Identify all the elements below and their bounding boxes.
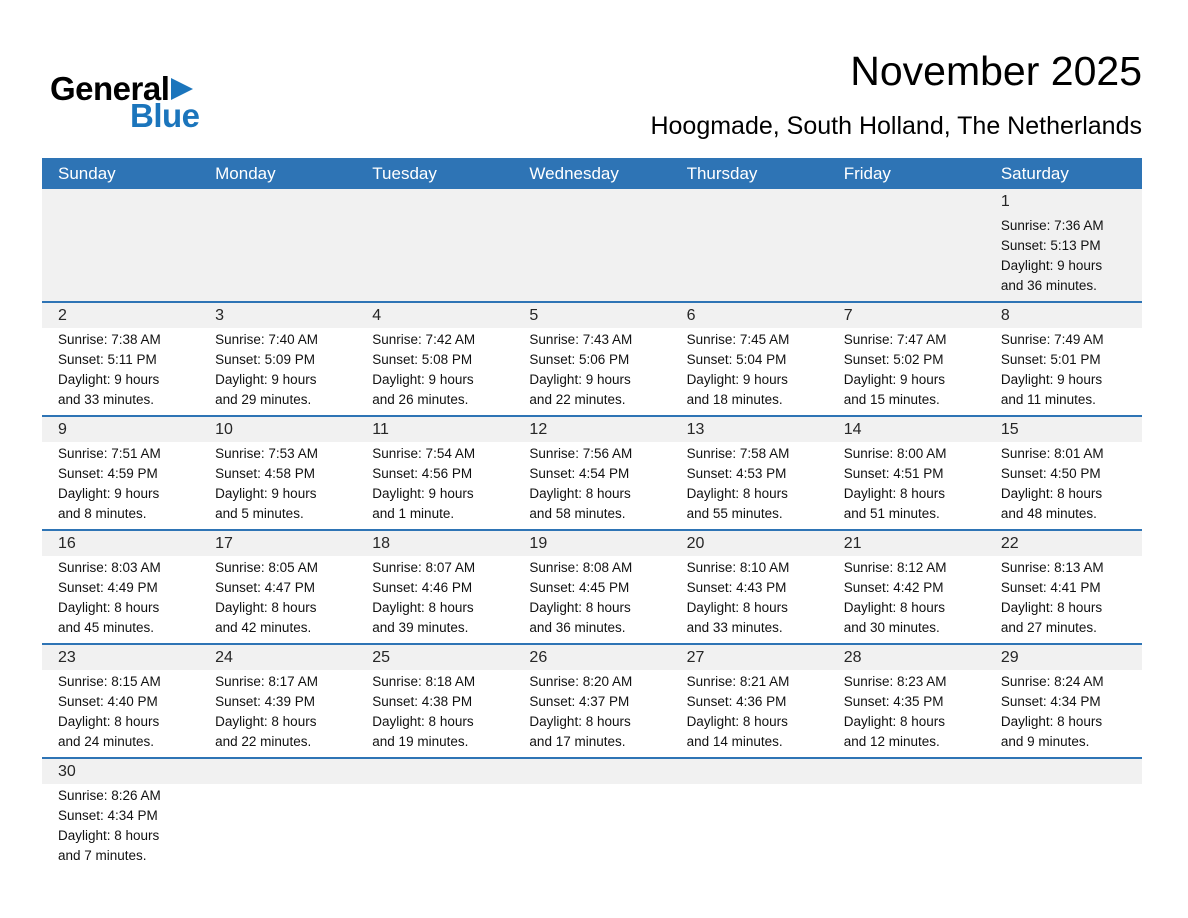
empty-cell (828, 189, 985, 301)
empty-cell (513, 759, 670, 871)
day-details (828, 556, 985, 643)
day-cell-17 (199, 531, 356, 643)
empty-number-band (513, 759, 670, 784)
day-details (42, 670, 199, 757)
sunrise-text: Sunrise: 8:15 AM (58, 674, 161, 689)
sunset-text: Sunset: 4:42 PM (843, 580, 944, 595)
daylight-text-cont: and 39 minutes. (372, 620, 469, 635)
day-details (199, 556, 356, 643)
empty-cell (356, 189, 513, 301)
day-number: 8 (985, 303, 1142, 328)
daylight-text: Daylight: 8 hours (529, 600, 631, 615)
sunset-text: Sunset: 4:47 PM (215, 580, 315, 595)
sunrise-text: Sunrise: 8:07 AM (372, 560, 476, 575)
sunset-text: Sunset: 4:56 PM (372, 466, 473, 481)
day-number: 23 (42, 645, 199, 670)
day-cell-5 (513, 303, 670, 415)
daylight-text-cont: and 45 minutes. (58, 620, 155, 635)
sunrise-text: Sunrise: 7:45 AM (686, 332, 790, 347)
empty-cell (356, 759, 513, 871)
sunrise-text: Sunrise: 8:24 AM (1000, 674, 1104, 689)
sunset-text: Sunset: 5:04 PM (686, 352, 787, 367)
daylight-text: Daylight: 9 hours (372, 372, 474, 387)
daylight-text-cont: and 15 minutes. (843, 392, 940, 407)
logo-text-general: General (50, 70, 170, 107)
day-cell-9 (42, 417, 199, 529)
daylight-text-cont: and 51 minutes. (843, 506, 940, 521)
day-cell-13 (671, 417, 828, 529)
day-number: 6 (671, 303, 828, 328)
sunrise-text: Sunrise: 8:13 AM (1000, 560, 1104, 575)
sunset-text: Sunset: 4:36 PM (686, 694, 787, 709)
day-details (199, 442, 356, 529)
day-details (828, 442, 985, 529)
sunset-text: Sunset: 4:40 PM (58, 694, 158, 709)
day-cell-20 (671, 531, 828, 643)
week-row-3 (42, 415, 1142, 529)
page-title: November 2025 (850, 48, 1142, 94)
sunrise-text: Sunrise: 8:05 AM (215, 560, 318, 575)
day-details (42, 328, 199, 415)
sunset-text: Sunset: 4:53 PM (686, 466, 787, 481)
empty-number-band (356, 759, 513, 784)
sunrise-text: Sunrise: 8:08 AM (529, 560, 633, 575)
day-cell-7 (828, 303, 985, 415)
day-cell-14 (828, 417, 985, 529)
empty-details (671, 214, 828, 301)
day-details (356, 670, 513, 757)
sunrise-text: Sunrise: 7:38 AM (58, 332, 161, 347)
day-cell-16 (42, 531, 199, 643)
day-number: 4 (356, 303, 513, 328)
day-number: 3 (199, 303, 356, 328)
day-number: 30 (42, 759, 199, 784)
daylight-text-cont: and 19 minutes. (372, 734, 469, 749)
day-number: 15 (985, 417, 1142, 442)
daylight-text: Daylight: 9 hours (1000, 372, 1103, 387)
day-cell-30 (42, 759, 199, 871)
daylight-text: Daylight: 9 hours (215, 372, 317, 387)
sunrise-text: Sunrise: 7:58 AM (686, 446, 790, 461)
sunrise-text: Sunrise: 7:53 AM (215, 446, 318, 461)
day-cell-24 (199, 645, 356, 757)
week-row-4 (42, 529, 1142, 643)
week-row-5 (42, 643, 1142, 757)
calendar-table (42, 158, 1142, 871)
day-details (985, 328, 1142, 415)
daylight-text-cont: and 7 minutes. (58, 848, 147, 863)
day-number: 28 (828, 645, 985, 670)
day-header-monday: Monday (215, 163, 276, 183)
sunrise-text: Sunrise: 8:23 AM (843, 674, 947, 689)
daylight-text-cont: and 5 minutes. (215, 506, 304, 521)
empty-number-band (985, 759, 1142, 784)
calendar-grid (42, 189, 1142, 871)
daylight-text-cont: and 30 minutes. (843, 620, 940, 635)
day-header-row (42, 158, 1142, 189)
daylight-text-cont: and 33 minutes. (58, 392, 155, 407)
sunset-text: Sunset: 4:35 PM (843, 694, 944, 709)
empty-number-band (671, 759, 828, 784)
daylight-text: Daylight: 8 hours (686, 714, 788, 729)
daylight-text: Daylight: 8 hours (58, 714, 160, 729)
day-header-saturday: Saturday (1000, 163, 1069, 183)
sunrise-text: Sunrise: 8:00 AM (843, 446, 947, 461)
sunset-text: Sunset: 5:08 PM (372, 352, 473, 367)
daylight-text-cont: and 27 minutes. (1000, 620, 1097, 635)
day-cell-6 (671, 303, 828, 415)
day-number: 18 (356, 531, 513, 556)
sunset-text: Sunset: 5:02 PM (843, 352, 944, 367)
empty-details (985, 784, 1142, 871)
day-cell-1 (985, 189, 1142, 301)
daylight-text: Daylight: 8 hours (1000, 600, 1103, 615)
day-cell-10 (199, 417, 356, 529)
daylight-text-cont: and 55 minutes. (686, 506, 783, 521)
day-details (671, 442, 828, 529)
day-header-sunday: Sunday (58, 163, 116, 183)
empty-number-band (42, 189, 199, 214)
day-details (356, 328, 513, 415)
day-cell-12 (513, 417, 670, 529)
logo-text-blue: Blue (130, 97, 200, 134)
sunrise-text: Sunrise: 8:01 AM (1000, 446, 1104, 461)
daylight-text: Daylight: 8 hours (215, 714, 317, 729)
daylight-text: Daylight: 8 hours (843, 600, 946, 615)
sunset-text: Sunset: 4:58 PM (215, 466, 315, 481)
daylight-text-cont: and 1 minute. (372, 506, 455, 521)
day-number: 27 (671, 645, 828, 670)
sunrise-text: Sunrise: 7:49 AM (1000, 332, 1104, 347)
daylight-text-cont: and 42 minutes. (215, 620, 312, 635)
daylight-text-cont: and 33 minutes. (686, 620, 783, 635)
daylight-text-cont: and 11 minutes. (1000, 392, 1096, 407)
sunset-text: Sunset: 4:49 PM (58, 580, 158, 595)
day-details (985, 556, 1142, 643)
day-header-tuesday: Tuesday (372, 163, 437, 183)
empty-number-band (199, 189, 356, 214)
empty-cell (828, 759, 985, 871)
day-cell-19 (513, 531, 670, 643)
daylight-text-cont: and 12 minutes. (843, 734, 940, 749)
empty-cell (199, 189, 356, 301)
location-subtitle: Hoogmade, South Holland, The Netherlands (650, 112, 1142, 140)
day-cell-29 (985, 645, 1142, 757)
day-cell-22 (985, 531, 1142, 643)
sunrise-text: Sunrise: 7:36 AM (1000, 218, 1104, 233)
sunset-text: Sunset: 4:59 PM (58, 466, 158, 481)
sunset-text: Sunset: 4:37 PM (529, 694, 630, 709)
day-cell-8 (985, 303, 1142, 415)
sunrise-text: Sunrise: 8:12 AM (843, 560, 947, 575)
daylight-text: Daylight: 8 hours (215, 600, 317, 615)
day-cell-21 (828, 531, 985, 643)
daylight-text-cont: and 26 minutes. (372, 392, 469, 407)
day-number: 26 (513, 645, 670, 670)
day-details (356, 556, 513, 643)
day-details (671, 556, 828, 643)
daylight-text-cont: and 48 minutes. (1000, 506, 1097, 521)
daylight-text-cont: and 58 minutes. (529, 506, 626, 521)
empty-cell (199, 759, 356, 871)
sunrise-text: Sunrise: 8:17 AM (215, 674, 318, 689)
daylight-text: Daylight: 8 hours (686, 486, 788, 501)
empty-details (356, 214, 513, 301)
day-details (42, 784, 199, 871)
day-cell-4 (356, 303, 513, 415)
daylight-text-cont: and 8 minutes. (58, 506, 147, 521)
sunset-text: Sunset: 4:46 PM (372, 580, 473, 595)
empty-details (513, 784, 670, 871)
day-number: 10 (199, 417, 356, 442)
empty-details (42, 214, 199, 301)
daylight-text: Daylight: 9 hours (529, 372, 631, 387)
sunset-text: Sunset: 4:54 PM (529, 466, 630, 481)
daylight-text-cont: and 24 minutes. (58, 734, 155, 749)
sunset-text: Sunset: 4:34 PM (1000, 694, 1101, 709)
day-number: 19 (513, 531, 670, 556)
sunset-text: Sunset: 4:38 PM (372, 694, 473, 709)
empty-number-band (671, 189, 828, 214)
day-number: 24 (199, 645, 356, 670)
day-number: 16 (42, 531, 199, 556)
week-row-1 (42, 189, 1142, 301)
daylight-text-cont: and 29 minutes. (215, 392, 312, 407)
day-details (513, 670, 670, 757)
sunset-text: Sunset: 4:50 PM (1000, 466, 1101, 481)
day-number: 5 (513, 303, 670, 328)
day-details (985, 442, 1142, 529)
empty-number-band (356, 189, 513, 214)
sunset-text: Sunset: 5:06 PM (529, 352, 630, 367)
day-cell-15 (985, 417, 1142, 529)
sunrise-text: Sunrise: 8:21 AM (686, 674, 790, 689)
day-number: 9 (42, 417, 199, 442)
day-details (356, 442, 513, 529)
sunrise-text: Sunrise: 7:40 AM (215, 332, 318, 347)
day-details (513, 328, 670, 415)
empty-number-band (828, 189, 985, 214)
daylight-text: Daylight: 8 hours (372, 714, 474, 729)
sunrise-text: Sunrise: 7:47 AM (843, 332, 947, 347)
day-header-thursday: Thursday (686, 163, 758, 183)
day-cell-25 (356, 645, 513, 757)
day-number: 25 (356, 645, 513, 670)
sunrise-text: Sunrise: 8:20 AM (529, 674, 633, 689)
empty-cell (513, 189, 670, 301)
day-cell-23 (42, 645, 199, 757)
sunrise-text: Sunrise: 7:56 AM (529, 446, 633, 461)
daylight-text: Daylight: 9 hours (686, 372, 788, 387)
sunset-text: Sunset: 4:45 PM (529, 580, 630, 595)
sunrise-text: Sunrise: 7:54 AM (372, 446, 476, 461)
day-number: 14 (828, 417, 985, 442)
day-cell-18 (356, 531, 513, 643)
sunset-text: Sunset: 4:39 PM (215, 694, 315, 709)
daylight-text-cont: and 17 minutes. (529, 734, 626, 749)
empty-cell (671, 759, 828, 871)
day-cell-27 (671, 645, 828, 757)
daylight-text-cont: and 22 minutes. (215, 734, 312, 749)
day-header-wednesday: Wednesday (529, 163, 619, 183)
daylight-text: Daylight: 8 hours (843, 486, 946, 501)
empty-details (671, 784, 828, 871)
day-number: 22 (985, 531, 1142, 556)
daylight-text-cont: and 9 minutes. (1000, 734, 1090, 749)
day-details (828, 670, 985, 757)
day-number: 1 (985, 189, 1142, 214)
page-header (42, 0, 1142, 156)
empty-details (199, 214, 356, 301)
sunset-text: Sunset: 5:09 PM (215, 352, 315, 367)
day-details (199, 328, 356, 415)
day-details (42, 442, 199, 529)
daylight-text: Daylight: 9 hours (58, 372, 160, 387)
sunset-text: Sunset: 4:51 PM (843, 466, 944, 481)
day-details (985, 670, 1142, 757)
day-number: 2 (42, 303, 199, 328)
empty-details (356, 784, 513, 871)
day-cell-11 (356, 417, 513, 529)
sunrise-text: Sunrise: 8:03 AM (58, 560, 161, 575)
day-details (199, 670, 356, 757)
day-number: 13 (671, 417, 828, 442)
sunrise-text: Sunrise: 7:43 AM (529, 332, 633, 347)
sunrise-text: Sunrise: 7:51 AM (58, 446, 161, 461)
week-row-2 (42, 301, 1142, 415)
day-cell-3 (199, 303, 356, 415)
day-number: 17 (199, 531, 356, 556)
sunrise-text: Sunrise: 7:42 AM (372, 332, 476, 347)
sunrise-text: Sunrise: 8:10 AM (686, 560, 790, 575)
day-details (671, 670, 828, 757)
day-number: 7 (828, 303, 985, 328)
sunset-text: Sunset: 4:41 PM (1000, 580, 1101, 595)
empty-cell (42, 189, 199, 301)
empty-cell (671, 189, 828, 301)
day-number: 12 (513, 417, 670, 442)
daylight-text: Daylight: 9 hours (1000, 258, 1103, 273)
day-number: 11 (356, 417, 513, 442)
day-number: 20 (671, 531, 828, 556)
sunset-text: Sunset: 5:11 PM (58, 352, 157, 367)
day-details (513, 442, 670, 529)
daylight-text: Daylight: 8 hours (529, 486, 631, 501)
week-row-6 (42, 757, 1142, 871)
empty-details (513, 214, 670, 301)
empty-details (199, 784, 356, 871)
daylight-text-cont: and 18 minutes. (686, 392, 783, 407)
day-details (42, 556, 199, 643)
empty-number-band (828, 759, 985, 784)
daylight-text: Daylight: 8 hours (1000, 714, 1103, 729)
sunset-text: Sunset: 5:01 PM (1000, 352, 1101, 367)
empty-details (828, 214, 985, 301)
sunrise-text: Sunrise: 8:26 AM (58, 788, 161, 803)
daylight-text-cont: and 22 minutes. (529, 392, 626, 407)
day-cell-26 (513, 645, 670, 757)
sunset-text: Sunset: 4:43 PM (686, 580, 787, 595)
day-details (671, 328, 828, 415)
daylight-text: Daylight: 8 hours (843, 714, 946, 729)
daylight-text-cont: and 14 minutes. (686, 734, 783, 749)
empty-number-band (199, 759, 356, 784)
daylight-text-cont: and 36 minutes. (1000, 278, 1097, 293)
day-details (828, 328, 985, 415)
daylight-text: Daylight: 9 hours (215, 486, 317, 501)
empty-cell (985, 759, 1142, 871)
daylight-text: Daylight: 9 hours (372, 486, 474, 501)
day-cell-28 (828, 645, 985, 757)
empty-number-band (513, 189, 670, 214)
general-blue-logo (50, 72, 200, 132)
day-header-friday: Friday (843, 163, 891, 183)
sunrise-text: Sunrise: 8:18 AM (372, 674, 476, 689)
daylight-text: Daylight: 8 hours (1000, 486, 1103, 501)
daylight-text: Daylight: 9 hours (58, 486, 160, 501)
day-details (513, 556, 670, 643)
sunset-text: Sunset: 5:13 PM (1000, 238, 1101, 253)
sunset-text: Sunset: 4:34 PM (58, 808, 158, 823)
day-details (985, 214, 1142, 301)
daylight-text: Daylight: 9 hours (843, 372, 946, 387)
day-number: 29 (985, 645, 1142, 670)
daylight-text: Daylight: 8 hours (372, 600, 474, 615)
daylight-text: Daylight: 8 hours (529, 714, 631, 729)
day-number: 21 (828, 531, 985, 556)
daylight-text-cont: and 36 minutes. (529, 620, 626, 635)
daylight-text: Daylight: 8 hours (58, 828, 160, 843)
daylight-text: Daylight: 8 hours (686, 600, 788, 615)
daylight-text: Daylight: 8 hours (58, 600, 160, 615)
empty-details (828, 784, 985, 871)
day-cell-2 (42, 303, 199, 415)
